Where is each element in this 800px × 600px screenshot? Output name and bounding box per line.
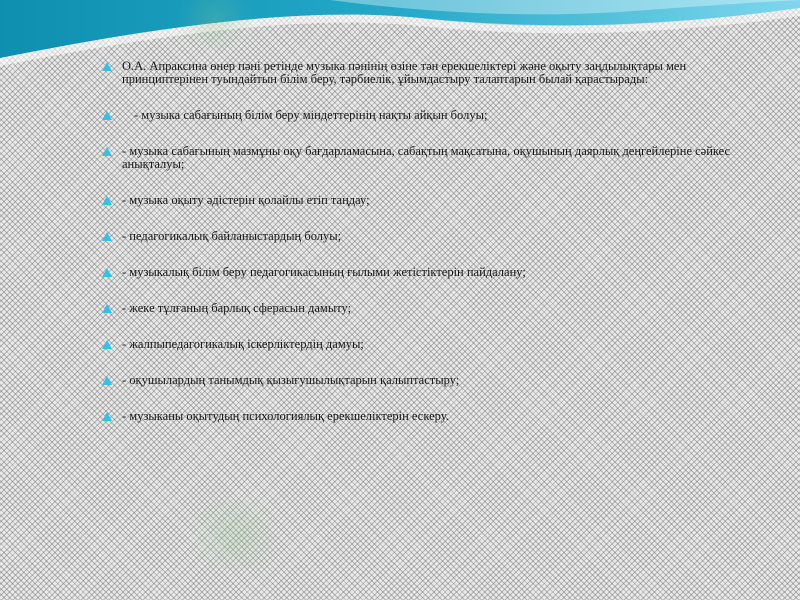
list-item-text: - жалпыпедагогикалық іскерліктердің дамуы; (122, 337, 364, 351)
list-item (100, 109, 740, 122)
bullet-triangle-icon (102, 268, 112, 277)
list-item (100, 60, 740, 86)
list-item-text: - жеке тұлғаның барлық сферасын дамыту; (122, 301, 352, 315)
list-item (100, 374, 740, 387)
bullet-list (100, 60, 740, 423)
bullet-triangle-icon (102, 376, 112, 385)
list-item (100, 145, 740, 171)
bullet-triangle-icon (102, 412, 112, 421)
list-item-text: - оқушылардың танымдық қызығушылықтарын қалыптастыру; (122, 373, 460, 387)
bullet-triangle-icon (102, 340, 112, 349)
list-item (100, 338, 740, 351)
watermark-logo (180, 500, 290, 570)
list-item-text: - музыканы оқытудың психологиялық ерекшеліктерін ескеру. (122, 409, 449, 423)
list-item-text: - музыка сабағының білім беру міндеттерінің нақты айқын болуы; (134, 108, 488, 122)
list-item-text: - педагогикалық байланыстардың болуы; (122, 229, 342, 243)
bullet-triangle-icon (102, 304, 112, 313)
list-item-text: - музыка сабағының мазмұны оқу бағдарламасына, сабақтың мақсатына, оқушының даярлық деңгейлеріне сәйкес анықталуы; (122, 144, 731, 171)
bullet-triangle-icon (102, 196, 112, 205)
bullet-triangle-icon (102, 147, 112, 156)
bullet-triangle-icon (102, 111, 112, 120)
list-item (100, 194, 740, 207)
bullet-triangle-icon (102, 62, 112, 71)
list-item-text: - музыкалық білім беру педагогикасының ғылыми жетістіктерін пайдалану; (122, 265, 526, 279)
list-item (100, 410, 740, 423)
list-item-text: О.А. Апраксина өнер пәні ретінде музыка пәнінің өзіне тән ерекшеліктері және оқыту заңдылықтары мен принциптерінен туындайтын білім беру, тәрбиелік, ұйымдастыру талаптарын былай қарастырады: (122, 59, 687, 86)
bullet-triangle-icon (102, 232, 112, 241)
list-item-text: - музыка оқыту әдістерін қолайлы етіп таңдау; (122, 193, 370, 207)
list-item (100, 302, 740, 315)
list-item (100, 230, 740, 243)
list-item (100, 266, 740, 279)
